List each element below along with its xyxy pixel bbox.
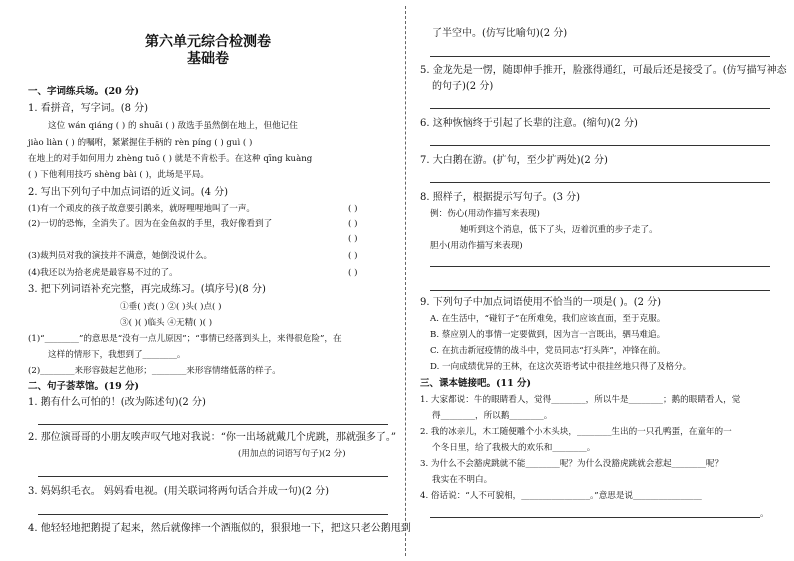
s1-q1-line: 在地上的对手如何用力 zhèng tuō ( ) 就是不肯松手。在这种 qīng kuàng (28, 154, 313, 164)
r-q9-option[interactable]: A. 在生活中，“碰钉子”在所难免，我们应该直面，至于克服。 (430, 314, 666, 324)
s1-q1-stem: 1. 看拼音，写字词。(8 分) (28, 103, 149, 114)
answer-line[interactable] (430, 182, 770, 183)
r-q6: 6. 这种恢恼终于引起了长辈的注意。(缩句)(2 分) (420, 118, 638, 129)
s3-q2: 2. 我的冰亲儿，木工随便雕个小木头块，________生出的一只孔鸭蛋，在童年的一 (420, 427, 732, 437)
answer-bracket[interactable]: ( ) (348, 219, 358, 229)
r-q5: 5. 金龙先是一愣，随即伸手推开，脸涨得通红，可最后还是接受了。(仿写描写神态 (420, 65, 787, 76)
answer-line[interactable] (430, 56, 770, 57)
s2-q3: 3. 妈妈织毛衣。 妈妈看电视。(用关联词将两句话合并成一句)(2 分) (28, 486, 330, 497)
s1-q2-item: (1)有一个顽皮的孩子故意要引鹅来，就呀哩哩地叫了一声。 (28, 204, 256, 214)
left-column (28, 0, 411, 561)
s2-q2-note: (用加点的词语写句子)(2 分) (238, 449, 346, 459)
s2-q2: 2. 那位演哥哥的小朋友唉声叹气地对我说：“你一出场就戴几个虎跳，那就强多了。” (28, 432, 396, 443)
s1-q2-item: (3)裁判员对我的演技并不满意，她倒没说什么。 (28, 251, 213, 261)
s3-q1b: 得________，所以鹅________。 (432, 411, 553, 421)
r-q7: 7. 大白鹅在游。(扩句，至少扩两处)(2 分) (420, 155, 608, 166)
s1-q3-item: (2)________来形容鼓起艺他形；________来形容情绪低落的样子。 (28, 366, 281, 376)
answer-line[interactable] (430, 108, 770, 109)
answer-line[interactable] (430, 290, 770, 291)
answer-line[interactable] (38, 514, 388, 515)
s1-q2-item: (2)一切的恐怖，全消失了。因为在金鱼叔的手里，我好像看到了 (28, 219, 273, 229)
s2-q1: 1. 鹅有什么可怕的！(改为陈述句)(2 分) (28, 397, 206, 408)
s2-q4: 4. 他轻轻地把鹅提了起来，然后就像摔一个酒瓶似的，狠狠地一下，把这只老公鹅甩到 (28, 523, 411, 534)
r-q5b: 的句子)(2 分) (432, 81, 494, 92)
s3-q3b: 我实在不明白。 (432, 475, 493, 485)
s3-q2b: 个冬日里，给了我极大的欢乐和________。 (432, 443, 596, 453)
s1-q3-row: ③( )( )临头 ④无精( )( ) (120, 318, 213, 328)
column-divider (405, 6, 406, 556)
section-2-header: 二、句子荟萃馆。(19 分) (28, 381, 140, 392)
s3-q3: 3. 为什么不会豁虎跳就不能________呢？为什么没豁虎跳就会惹起________呢？ (420, 459, 724, 469)
r-q9-option[interactable]: D. 一向成绩优异的王林，在这次英语考试中很挂丝地只得了及格分。 (430, 362, 692, 372)
answer-line[interactable] (430, 266, 770, 267)
r-continuation: 了半空中。(仿写比喻句)(2 分) (432, 28, 568, 39)
section-3-header: 三、课本链接吧。(11 分) (420, 378, 532, 389)
r-q9: 9. 下列句子中加点词语使用不恰当的一项是( )。(2 分) (420, 297, 662, 308)
answer-bracket[interactable]: ( ) (348, 204, 358, 214)
r-q8-example: 例：伤心(用动作描写来表现) (430, 209, 540, 219)
answer-line[interactable] (38, 476, 388, 477)
s1-q1-line: ( ) 下他利用技巧 shèng bài ( )，此场是平局。 (28, 170, 209, 180)
s1-q3-item: 这样的情形下，我想到了________。 (48, 350, 186, 360)
s1-q3-row: ①垂( )丧( ) ②( )头( )点( ) (120, 302, 222, 312)
s3-q4-end: 。 (760, 509, 769, 519)
section-1-header: 一、字词练兵场。(20 分) (28, 86, 140, 97)
s3-q1: 1. 大家都说：牛的眼睛看人，觉得________，所以牛是________；鹅的眼睛看人，觉 (420, 395, 741, 405)
answer-bracket[interactable]: ( ) (348, 234, 358, 244)
s3-q4: 4. 俗话说：“人不可貌相，________________。”意思是说________________ (420, 491, 702, 501)
answer-line[interactable] (38, 424, 388, 425)
s1-q3-stem: 3. 把下列词语补充完整，再完成练习。(填序号)(8 分) (28, 284, 266, 295)
r-q8: 8. 照样子，根据提示写句子。(3 分) (420, 192, 581, 203)
r-q9-option[interactable]: C. 在抗击新冠疫情的战斗中，党员同志“打头阵”，冲锋在前。 (430, 346, 666, 356)
answer-line[interactable] (430, 517, 760, 518)
page-subtitle: 基础卷 (187, 51, 229, 67)
r-q8-example-sentence: 她听到这个消息，低下了头，迈着沉重的步子走了。 (460, 225, 658, 235)
r-q9-option[interactable]: B. 蔡应别人的事情一定要做到，因为言一言既出，驷马难追。 (430, 330, 666, 340)
answer-bracket[interactable]: ( ) (348, 251, 358, 261)
s1-q1-line: jiào liàn ( ) 的嘱咐，紧紧握住手柄的 rèn píng ( ) guì ( ) (28, 138, 253, 148)
r-q8-prompt: 胆小(用动作描写来表现) (430, 241, 523, 251)
s1-q1-line: 这位 wán qiáng ( ) 的 shuāi ( ) 敌选手虽然倒在地上，但他记住 (48, 121, 298, 131)
s1-q2-item: (4)我还以为拾老虎是最容易不过的了。 (28, 268, 178, 278)
answer-line[interactable] (430, 145, 770, 146)
s1-q3-item: (1)“________”的意思是“没有一点儿原因”；“事情已经落到头上，来得很危险”，在 (28, 334, 342, 344)
answer-bracket[interactable]: ( ) (348, 268, 358, 278)
s1-q2-stem: 2. 写出下列句子中加点词语的近义词。(4 分) (28, 187, 229, 198)
right-column (420, 0, 787, 561)
page-title: 第六单元综合检测卷 (145, 34, 271, 50)
